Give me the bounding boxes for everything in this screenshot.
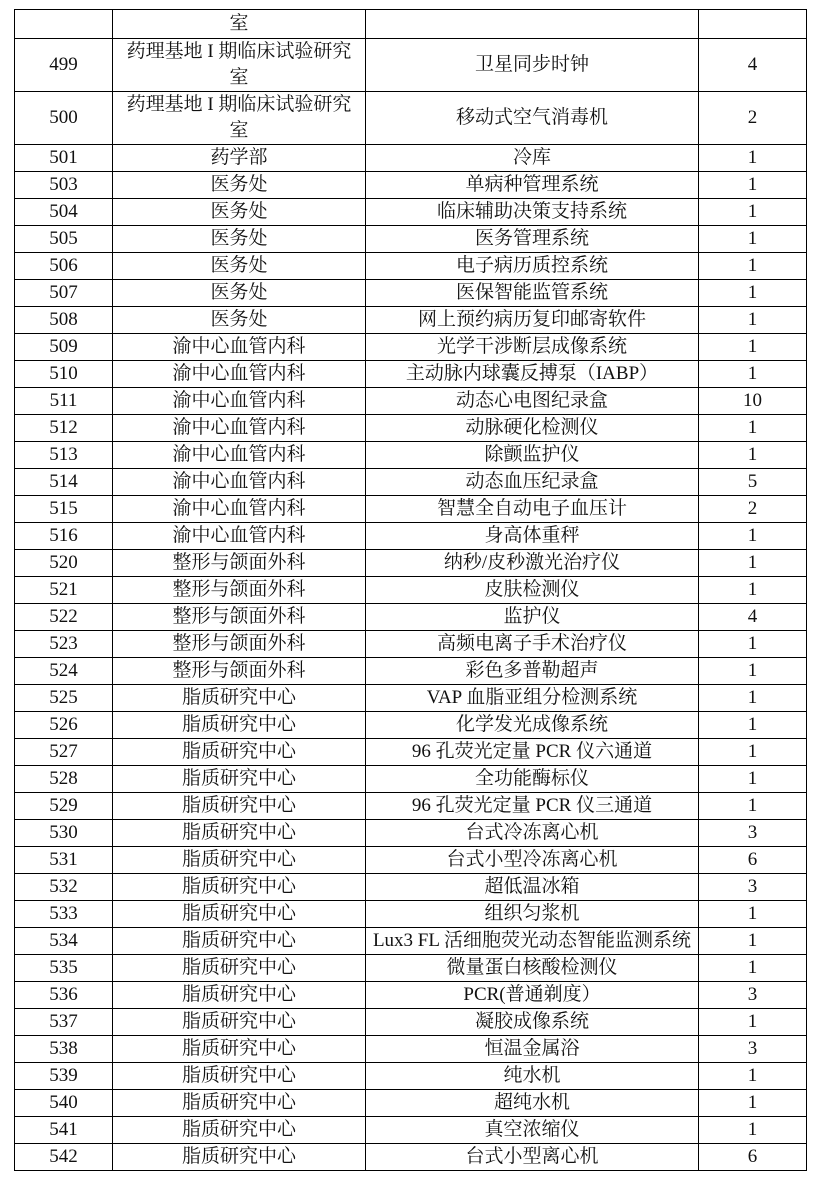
row-number-cell: 501 — [15, 145, 113, 172]
department-cell: 整形与颌面外科 — [113, 604, 366, 631]
equipment-name-cell — [366, 10, 699, 39]
row-number-cell: 513 — [15, 442, 113, 469]
quantity-cell: 1 — [699, 442, 807, 469]
table-row — [15, 1090, 807, 1117]
quantity-cell: 1 — [699, 766, 807, 793]
quantity-cell: 1 — [699, 361, 807, 388]
department-cell: 渝中心血管内科 — [113, 361, 366, 388]
row-number-cell: 524 — [15, 658, 113, 685]
equipment-name-cell: 高频电离子手术治疗仪 — [366, 631, 699, 658]
department-cell: 脂质研究中心 — [113, 739, 366, 766]
department-cell: 脂质研究中心 — [113, 712, 366, 739]
equipment-name-cell: 身高体重秤 — [366, 523, 699, 550]
department-cell: 渝中心血管内科 — [113, 523, 366, 550]
equipment-name-cell: 彩色多普勒超声 — [366, 658, 699, 685]
row-number-cell: 499 — [15, 39, 113, 92]
quantity-cell: 1 — [699, 1009, 807, 1036]
table-row — [15, 199, 807, 226]
equipment-name-cell: 医保智能监管系统 — [366, 280, 699, 307]
table-row — [15, 1144, 807, 1171]
row-number-cell: 540 — [15, 1090, 113, 1117]
table-row — [15, 496, 807, 523]
row-number-cell: 535 — [15, 955, 113, 982]
quantity-cell: 1 — [699, 577, 807, 604]
department-cell: 医务处 — [113, 307, 366, 334]
equipment-name-cell: 恒温金属浴 — [366, 1036, 699, 1063]
quantity-cell: 10 — [699, 388, 807, 415]
department-line: 药理基地 I 期临床试验研究 — [126, 41, 352, 62]
quantity-cell: 4 — [699, 604, 807, 631]
equipment-name-cell: 台式冷冻离心机 — [366, 820, 699, 847]
table-row — [15, 874, 807, 901]
department-cell: 脂质研究中心 — [113, 1090, 366, 1117]
row-number-cell: 536 — [15, 982, 113, 1009]
equipment-table — [14, 9, 807, 1171]
department-cell: 脂质研究中心 — [113, 955, 366, 982]
table-row — [15, 442, 807, 469]
table-row — [15, 793, 807, 820]
quantity-cell: 1 — [699, 226, 807, 253]
table-row — [15, 1063, 807, 1090]
table-row — [15, 1117, 807, 1144]
table-row — [15, 847, 807, 874]
table-row — [15, 901, 807, 928]
department-cell: 医务处 — [113, 253, 366, 280]
row-number-cell: 511 — [15, 388, 113, 415]
department-cell: 整形与颌面外科 — [113, 577, 366, 604]
table-row — [15, 1009, 807, 1036]
quantity-cell: 1 — [699, 685, 807, 712]
row-number-cell: 526 — [15, 712, 113, 739]
equipment-name-cell: 智慧全自动电子血压计 — [366, 496, 699, 523]
equipment-name-cell: 冷库 — [366, 145, 699, 172]
table-row — [15, 631, 807, 658]
table-row — [15, 577, 807, 604]
department-line: 药理基地 I 期临床试验研究 — [126, 94, 352, 115]
equipment-name-cell: 医务管理系统 — [366, 226, 699, 253]
row-number-cell: 532 — [15, 874, 113, 901]
equipment-name-cell: 电子病历质控系统 — [366, 253, 699, 280]
equipment-name-cell: 超纯水机 — [366, 1090, 699, 1117]
row-number-cell: 542 — [15, 1144, 113, 1171]
table-row — [15, 982, 807, 1009]
table-row — [15, 253, 807, 280]
table-row — [15, 10, 807, 39]
equipment-name-cell: 凝胶成像系统 — [366, 1009, 699, 1036]
equipment-name-cell: 组织匀浆机 — [366, 901, 699, 928]
department-cell — [113, 39, 366, 92]
table-row — [15, 604, 807, 631]
quantity-cell: 2 — [699, 496, 807, 523]
row-number-cell: 522 — [15, 604, 113, 631]
quantity-cell: 1 — [699, 253, 807, 280]
department-cell: 脂质研究中心 — [113, 793, 366, 820]
row-number-cell: 525 — [15, 685, 113, 712]
table-row — [15, 550, 807, 577]
quantity-cell: 3 — [699, 982, 807, 1009]
department-cell: 脂质研究中心 — [113, 1036, 366, 1063]
table-row — [15, 172, 807, 199]
table-row — [15, 739, 807, 766]
quantity-cell — [699, 10, 807, 39]
table-row — [15, 307, 807, 334]
table-row — [15, 1036, 807, 1063]
table-row — [15, 523, 807, 550]
table-row — [15, 685, 807, 712]
row-number-cell: 539 — [15, 1063, 113, 1090]
department-cell: 医务处 — [113, 199, 366, 226]
equipment-name-cell: 监护仪 — [366, 604, 699, 631]
equipment-name-cell: 96 孔荧光定量 PCR 仪六通道 — [366, 739, 699, 766]
equipment-name-cell: 除颤监护仪 — [366, 442, 699, 469]
row-number-cell: 508 — [15, 307, 113, 334]
department-cell: 室 — [113, 10, 366, 39]
equipment-name-cell: 96 孔荧光定量 PCR 仪三通道 — [366, 793, 699, 820]
row-number-cell: 521 — [15, 577, 113, 604]
table-row — [15, 280, 807, 307]
equipment-name-cell: PCR(普通剃度） — [366, 982, 699, 1009]
equipment-name-cell: 临床辅助决策支持系统 — [366, 199, 699, 226]
table-row — [15, 469, 807, 496]
row-number-cell: 537 — [15, 1009, 113, 1036]
row-number-cell: 538 — [15, 1036, 113, 1063]
equipment-name-cell: 超低温冰箱 — [366, 874, 699, 901]
quantity-cell: 6 — [699, 847, 807, 874]
row-number-cell: 506 — [15, 253, 113, 280]
department-cell: 整形与颌面外科 — [113, 550, 366, 577]
table-row — [15, 388, 807, 415]
quantity-cell: 1 — [699, 793, 807, 820]
table-row — [15, 226, 807, 253]
equipment-name-cell: 动态心电图纪录盒 — [366, 388, 699, 415]
department-cell: 渝中心血管内科 — [113, 388, 366, 415]
department-cell: 脂质研究中心 — [113, 874, 366, 901]
equipment-name-cell: Lux3 FL 活细胞荧光动态智能监测系统 — [366, 928, 699, 955]
equipment-name-cell: 台式小型离心机 — [366, 1144, 699, 1171]
quantity-cell: 6 — [699, 1144, 807, 1171]
row-number-cell — [15, 10, 113, 39]
department-cell: 医务处 — [113, 226, 366, 253]
table-row — [15, 39, 807, 92]
quantity-cell: 1 — [699, 199, 807, 226]
equipment-name-cell: 化学发光成像系统 — [366, 712, 699, 739]
quantity-cell: 1 — [699, 658, 807, 685]
table-row — [15, 955, 807, 982]
row-number-cell: 529 — [15, 793, 113, 820]
department-cell: 药学部 — [113, 145, 366, 172]
row-number-cell: 534 — [15, 928, 113, 955]
table-row — [15, 766, 807, 793]
equipment-name-cell: 动脉硬化检测仪 — [366, 415, 699, 442]
equipment-name-cell: 全功能酶标仪 — [366, 766, 699, 793]
equipment-name-cell: 动态血压纪录盒 — [366, 469, 699, 496]
row-number-cell: 528 — [15, 766, 113, 793]
equipment-name-cell: VAP 血脂亚组分检测系统 — [366, 685, 699, 712]
equipment-name-cell: 真空浓缩仪 — [366, 1117, 699, 1144]
equipment-name-cell: 纳秒/皮秒激光治疗仪 — [366, 550, 699, 577]
department-cell — [113, 92, 366, 145]
quantity-cell: 1 — [699, 1090, 807, 1117]
row-number-cell: 500 — [15, 92, 113, 145]
row-number-cell: 510 — [15, 361, 113, 388]
department-cell: 脂质研究中心 — [113, 685, 366, 712]
department-cell: 渝中心血管内科 — [113, 496, 366, 523]
quantity-cell: 3 — [699, 1036, 807, 1063]
row-number-cell: 520 — [15, 550, 113, 577]
department-cell: 脂质研究中心 — [113, 1063, 366, 1090]
table-row — [15, 928, 807, 955]
department-cell: 脂质研究中心 — [113, 901, 366, 928]
quantity-cell: 2 — [699, 92, 807, 145]
quantity-cell: 1 — [699, 307, 807, 334]
quantity-cell: 1 — [699, 631, 807, 658]
quantity-cell: 1 — [699, 1063, 807, 1090]
department-cell: 渝中心血管内科 — [113, 415, 366, 442]
department-cell: 整形与颌面外科 — [113, 631, 366, 658]
quantity-cell: 1 — [699, 955, 807, 982]
equipment-name-cell: 皮肤检测仪 — [366, 577, 699, 604]
equipment-name-cell: 纯水机 — [366, 1063, 699, 1090]
quantity-cell: 1 — [699, 145, 807, 172]
row-number-cell: 505 — [15, 226, 113, 253]
equipment-table-body — [15, 10, 807, 1171]
document-page — [14, 9, 806, 1171]
row-number-cell: 523 — [15, 631, 113, 658]
table-row — [15, 92, 807, 145]
equipment-name-cell: 台式小型冷冻离心机 — [366, 847, 699, 874]
quantity-cell: 1 — [699, 928, 807, 955]
row-number-cell: 509 — [15, 334, 113, 361]
quantity-cell: 1 — [699, 901, 807, 928]
department-cell: 脂质研究中心 — [113, 928, 366, 955]
department-cell: 医务处 — [113, 172, 366, 199]
department-cell: 脂质研究中心 — [113, 847, 366, 874]
table-row — [15, 145, 807, 172]
equipment-name-cell: 光学干涉断层成像系统 — [366, 334, 699, 361]
equipment-name-cell: 单病种管理系统 — [366, 172, 699, 199]
equipment-name-cell: 主动脉内球囊反搏泵（IABP） — [366, 361, 699, 388]
quantity-cell: 3 — [699, 874, 807, 901]
quantity-cell: 1 — [699, 415, 807, 442]
quantity-cell: 1 — [699, 739, 807, 766]
equipment-name-cell: 卫星同步时钟 — [366, 39, 699, 92]
row-number-cell: 530 — [15, 820, 113, 847]
row-number-cell: 507 — [15, 280, 113, 307]
row-number-cell: 541 — [15, 1117, 113, 1144]
row-number-cell: 533 — [15, 901, 113, 928]
row-number-cell: 515 — [15, 496, 113, 523]
quantity-cell: 1 — [699, 280, 807, 307]
equipment-name-cell: 移动式空气消毒机 — [366, 92, 699, 145]
department-cell: 脂质研究中心 — [113, 1117, 366, 1144]
row-number-cell: 527 — [15, 739, 113, 766]
department-cell: 脂质研究中心 — [113, 1144, 366, 1171]
quantity-cell: 3 — [699, 820, 807, 847]
quantity-cell: 1 — [699, 523, 807, 550]
table-row — [15, 361, 807, 388]
table-row — [15, 415, 807, 442]
department-cell: 脂质研究中心 — [113, 820, 366, 847]
row-number-cell: 503 — [15, 172, 113, 199]
quantity-cell: 1 — [699, 172, 807, 199]
department-cell: 渝中心血管内科 — [113, 442, 366, 469]
row-number-cell: 514 — [15, 469, 113, 496]
quantity-cell: 5 — [699, 469, 807, 496]
equipment-name-cell: 网上预约病历复印邮寄软件 — [366, 307, 699, 334]
row-number-cell: 512 — [15, 415, 113, 442]
department-line: 室 — [229, 67, 249, 88]
department-cell: 医务处 — [113, 280, 366, 307]
table-row — [15, 334, 807, 361]
quantity-cell: 1 — [699, 712, 807, 739]
table-row — [15, 820, 807, 847]
department-cell: 脂质研究中心 — [113, 766, 366, 793]
quantity-cell: 1 — [699, 334, 807, 361]
equipment-name-cell: 微量蛋白核酸检测仪 — [366, 955, 699, 982]
quantity-cell: 4 — [699, 39, 807, 92]
department-cell: 渝中心血管内科 — [113, 469, 366, 496]
row-number-cell: 531 — [15, 847, 113, 874]
row-number-cell: 504 — [15, 199, 113, 226]
quantity-cell: 1 — [699, 550, 807, 577]
quantity-cell: 1 — [699, 1117, 807, 1144]
table-row — [15, 658, 807, 685]
department-cell: 渝中心血管内科 — [113, 334, 366, 361]
table-row — [15, 712, 807, 739]
row-number-cell: 516 — [15, 523, 113, 550]
department-line: 室 — [229, 120, 249, 141]
department-cell: 脂质研究中心 — [113, 1009, 366, 1036]
department-cell: 脂质研究中心 — [113, 982, 366, 1009]
department-cell: 整形与颌面外科 — [113, 658, 366, 685]
